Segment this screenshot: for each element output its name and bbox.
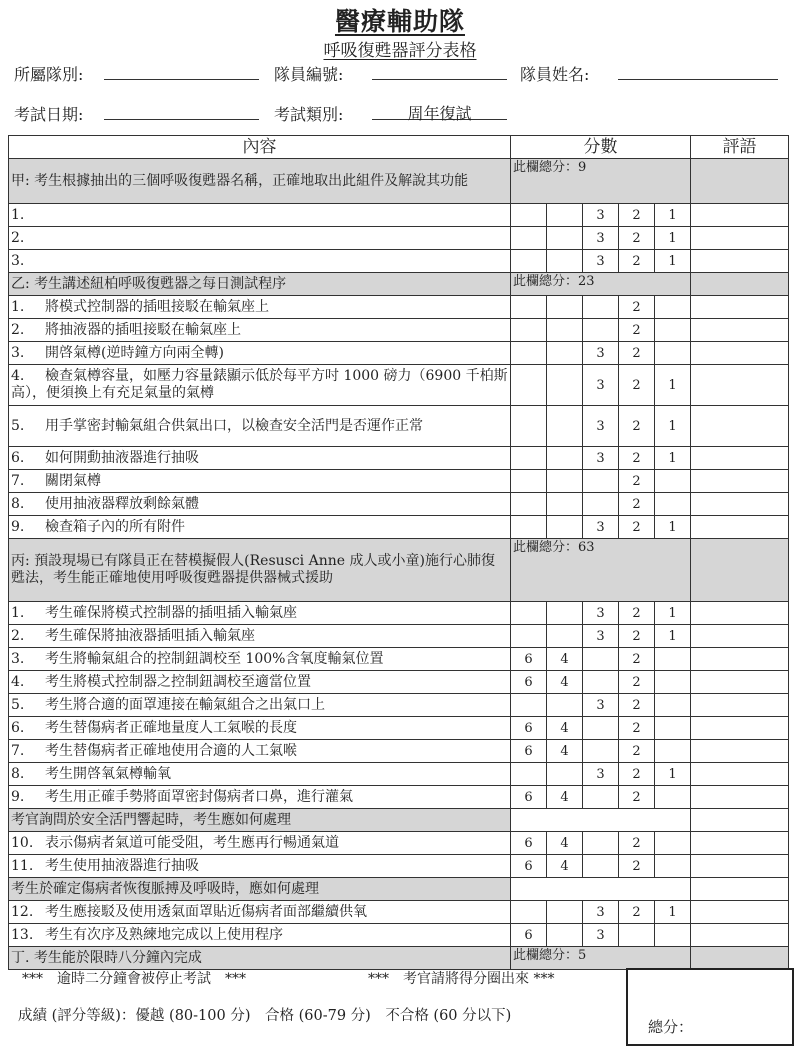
member-id-field[interactable]: [372, 79, 507, 80]
comment-cell[interactable]: [691, 470, 789, 493]
comment-cell[interactable]: [691, 740, 789, 763]
table-row: [9, 493, 789, 516]
comment-cell[interactable]: [691, 648, 789, 671]
comment-cell[interactable]: [691, 204, 789, 227]
comment-cell[interactable]: [691, 694, 789, 717]
table-row: [9, 365, 789, 406]
member-name-field[interactable]: [618, 79, 778, 80]
criterion-text: 考生確保將模式控制器的插咀插入輸氣座: [45, 604, 297, 621]
examiner-question: 考生於確定傷病者恢復脈搏及呼吸時，應如何處理: [9, 878, 511, 901]
score-cell[interactable]: 2: [619, 250, 655, 273]
score-cell[interactable]: 4: [547, 671, 583, 694]
score-cell[interactable]: 2: [619, 763, 655, 786]
score-cell[interactable]: 2: [619, 406, 655, 447]
criterion-cell: [9, 204, 511, 227]
score-cell[interactable]: [655, 671, 691, 694]
criterion-cell: [9, 671, 511, 694]
score-cell[interactable]: [511, 516, 547, 539]
table-row: [9, 717, 789, 740]
score-cell[interactable]: [511, 406, 547, 447]
score-cell[interactable]: [583, 470, 619, 493]
exam-type-value: 周年復試: [407, 104, 472, 123]
score-cell[interactable]: [655, 694, 691, 717]
score-cell[interactable]: 2: [619, 740, 655, 763]
score-cell[interactable]: 6: [511, 786, 547, 809]
table-row: [9, 855, 789, 878]
criterion-cell: [9, 602, 511, 625]
criterion-text: 將抽液器的插咀接駁在輸氣座上: [45, 321, 241, 338]
comment-cell[interactable]: [691, 947, 789, 970]
criterion-cell: [9, 406, 511, 447]
criterion-text: 使用抽液器釋放剩餘氣體: [45, 495, 199, 512]
item-number: 8.: [11, 765, 25, 782]
score-cell[interactable]: [655, 648, 691, 671]
score-cell[interactable]: [547, 901, 583, 924]
score-cell[interactable]: [511, 365, 547, 406]
score-cell[interactable]: [511, 227, 547, 250]
item-number: 9.: [11, 518, 25, 535]
score-cell[interactable]: 3: [583, 365, 619, 406]
score-cell[interactable]: 1: [655, 763, 691, 786]
comment-cell[interactable]: [691, 227, 789, 250]
criterion-text: 檢查氣樽容量，如壓力容量錶顯示低於每平方吋 1000 磅力（6900 千柏斯高），便須換上有充足氣量的氣樽: [11, 368, 508, 401]
item-number: 2.: [11, 229, 25, 246]
score-cell[interactable]: 6: [511, 855, 547, 878]
score-cell[interactable]: 2: [619, 832, 655, 855]
criterion-cell: [9, 625, 511, 648]
score-cell[interactable]: [547, 204, 583, 227]
exam-type-label: 考試類別:: [274, 105, 344, 124]
score-cell[interactable]: 4: [547, 832, 583, 855]
comment-cell[interactable]: [691, 516, 789, 539]
score-cell[interactable]: [547, 447, 583, 470]
score-cell[interactable]: 1: [655, 406, 691, 447]
comment-cell[interactable]: [691, 625, 789, 648]
table-row: [9, 470, 789, 493]
score-cell[interactable]: [655, 493, 691, 516]
criterion-text: 考生應接駁及使用透氣面罩貼近傷病者面部繼續供氧: [45, 903, 367, 920]
criterion-text: 關閉氣樽: [45, 472, 101, 489]
item-number: 11.: [11, 857, 34, 874]
examiner-question-row: [9, 809, 789, 832]
score-cell[interactable]: [655, 855, 691, 878]
criterion-cell: [9, 694, 511, 717]
score-cell[interactable]: [511, 319, 547, 342]
criterion-cell: [9, 342, 511, 365]
unit-field[interactable]: [104, 79, 259, 80]
score-cell[interactable]: 3: [583, 763, 619, 786]
section-total: 此欄總分：9: [511, 159, 691, 204]
criterion-cell: [9, 250, 511, 273]
criterion-cell: [9, 365, 511, 406]
score-cells-blank: [511, 809, 691, 832]
comment-cell[interactable]: [691, 855, 789, 878]
grading-scale: 成績 (評分等級)：優越 (80-100 分) 合格 (60-79 分) 不合格 (60 分以下): [18, 1008, 512, 1024]
item-number: 2.: [11, 627, 25, 644]
score-cell[interactable]: [547, 625, 583, 648]
criterion-cell: [9, 832, 511, 855]
section-total: 此欄總分：5: [511, 947, 691, 970]
score-cell[interactable]: 1: [655, 516, 691, 539]
section-a-header: [9, 159, 789, 204]
comment-cell[interactable]: [691, 273, 789, 296]
score-cell[interactable]: [655, 296, 691, 319]
table-row: [9, 786, 789, 809]
score-cell[interactable]: 2: [619, 901, 655, 924]
circle-score-note: *** 考官請將得分圈出來 ***: [368, 971, 555, 987]
score-cell[interactable]: [655, 470, 691, 493]
criterion-text: 開啓氣樽(逆時鐘方向兩全轉): [45, 344, 224, 361]
score-cell[interactable]: 3: [583, 406, 619, 447]
score-cell[interactable]: 3: [583, 625, 619, 648]
score-cell[interactable]: [583, 786, 619, 809]
score-cell[interactable]: 2: [619, 671, 655, 694]
score-cell[interactable]: 2: [619, 342, 655, 365]
item-number: 1.: [11, 604, 25, 621]
score-cell[interactable]: [547, 227, 583, 250]
score-cell[interactable]: [547, 319, 583, 342]
table-row: [9, 763, 789, 786]
score-cell[interactable]: 2: [619, 493, 655, 516]
score-cell[interactable]: 6: [511, 671, 547, 694]
score-cell[interactable]: 4: [547, 786, 583, 809]
table-header-row: [9, 136, 789, 159]
table-row: [9, 319, 789, 342]
score-cell[interactable]: 3: [583, 516, 619, 539]
score-cell[interactable]: 2: [619, 447, 655, 470]
score-cell[interactable]: [511, 694, 547, 717]
criterion-cell: [9, 516, 511, 539]
examiner-question: 考官詢問於安全活門響起時，考生應如何處理: [9, 809, 511, 832]
score-cell[interactable]: 2: [619, 319, 655, 342]
comment-cell[interactable]: [691, 901, 789, 924]
score-cell[interactable]: 6: [511, 648, 547, 671]
item-number: 6.: [11, 719, 25, 736]
score-cell[interactable]: [511, 625, 547, 648]
item-number: 13.: [11, 926, 34, 943]
score-cell[interactable]: [547, 250, 583, 273]
section-total: 此欄總分：63: [511, 539, 691, 602]
table-row: [9, 250, 789, 273]
score-cell[interactable]: 4: [547, 648, 583, 671]
item-number: 9.: [11, 788, 25, 805]
score-cell[interactable]: [583, 855, 619, 878]
item-number: 12.: [11, 903, 34, 920]
comment-cell[interactable]: [691, 671, 789, 694]
table-row: [9, 406, 789, 447]
score-cell[interactable]: 3: [583, 447, 619, 470]
item-number: 8.: [11, 495, 25, 512]
table-row: [9, 227, 789, 250]
score-cell[interactable]: [583, 717, 619, 740]
table-row: [9, 447, 789, 470]
score-cell[interactable]: 3: [583, 204, 619, 227]
score-cell[interactable]: [547, 763, 583, 786]
comment-cell[interactable]: [691, 342, 789, 365]
score-cell[interactable]: 6: [511, 924, 547, 947]
score-cell[interactable]: [619, 924, 655, 947]
item-number: 6.: [11, 449, 25, 466]
section-c-header: [9, 539, 789, 602]
score-cell[interactable]: [655, 740, 691, 763]
criterion-text: 考生確保將抽液器插咀插入輸氣座: [45, 627, 255, 644]
comment-header: 評語: [691, 136, 789, 159]
table-row: [9, 924, 789, 947]
score-cell[interactable]: [655, 786, 691, 809]
score-cell[interactable]: 2: [619, 516, 655, 539]
comment-cell[interactable]: [691, 878, 789, 901]
criterion-text: 考生開啓氧氣樽輸氧: [45, 765, 171, 782]
score-cell[interactable]: 3: [583, 694, 619, 717]
score-cell[interactable]: [655, 832, 691, 855]
member-id-label: 隊員編號:: [274, 65, 344, 84]
score-cell[interactable]: 2: [619, 717, 655, 740]
criterion-text: 考生用正確手勢將面罩密封傷病者口鼻，進行灌氣: [45, 788, 353, 805]
table-row: [9, 342, 789, 365]
examiner-question-row: [9, 878, 789, 901]
criterion-cell: [9, 763, 511, 786]
criterion-cell: [9, 447, 511, 470]
score-cell[interactable]: [547, 365, 583, 406]
item-number: 2.: [11, 321, 25, 338]
score-cell[interactable]: [511, 901, 547, 924]
score-cell[interactable]: 4: [547, 717, 583, 740]
comment-cell[interactable]: [691, 924, 789, 947]
criterion-text: 表示傷病者氣道可能受阻，考生應再行暢通氣道: [45, 834, 339, 851]
comment-cell[interactable]: [691, 493, 789, 516]
score-cell[interactable]: [547, 470, 583, 493]
item-number: 10.: [11, 834, 34, 851]
section-b-header: [9, 273, 789, 296]
item-number: 3.: [11, 252, 25, 269]
table-row: [9, 832, 789, 855]
score-cell[interactable]: [583, 493, 619, 516]
score-cell[interactable]: 2: [619, 227, 655, 250]
criterion-cell: [9, 901, 511, 924]
score-cell[interactable]: [511, 296, 547, 319]
criterion-text: 考生將合適的面罩連接在輸氣組合之出氣口上: [45, 696, 325, 713]
score-cell[interactable]: 6: [511, 717, 547, 740]
score-cell[interactable]: 2: [619, 296, 655, 319]
comment-cell[interactable]: [691, 602, 789, 625]
score-cell[interactable]: [511, 763, 547, 786]
section-total: 此欄總分：23: [511, 273, 691, 296]
comment-cell[interactable]: [691, 763, 789, 786]
criterion-cell: [9, 924, 511, 947]
unit-label: 所屬隊別:: [14, 65, 84, 84]
criterion-cell: [9, 717, 511, 740]
comment-cell[interactable]: [691, 250, 789, 273]
content-header: 內容: [9, 136, 511, 159]
criterion-cell: [9, 740, 511, 763]
score-cell[interactable]: [547, 493, 583, 516]
score-cell[interactable]: 1: [655, 204, 691, 227]
score-cell[interactable]: 3: [583, 602, 619, 625]
score-cell[interactable]: [511, 204, 547, 227]
score-cell[interactable]: [655, 319, 691, 342]
section-d-header: [9, 947, 789, 970]
criterion-text: 考生將模式控制器之控制鈕調校至適當位置: [45, 673, 311, 690]
score-cell[interactable]: [655, 717, 691, 740]
score-cell[interactable]: 2: [619, 694, 655, 717]
table-row: [9, 204, 789, 227]
item-number: 5.: [11, 696, 25, 713]
score-cell[interactable]: 1: [655, 250, 691, 273]
score-cell[interactable]: 3: [583, 924, 619, 947]
criterion-text: 考生替傷病者正確地量度人工氣喉的長度: [45, 719, 297, 736]
score-cell[interactable]: 2: [619, 602, 655, 625]
item-number: 3.: [11, 650, 25, 667]
score-cell[interactable]: [583, 296, 619, 319]
scoring-table: [8, 135, 789, 970]
criterion-text: 考生使用抽液器進行抽吸: [45, 857, 199, 874]
comment-cell[interactable]: [691, 809, 789, 832]
exam-date-label: 考試日期:: [14, 105, 84, 124]
item-number: 4.: [11, 368, 25, 384]
criterion-text: 檢查箱子內的所有附件: [45, 518, 185, 535]
total-score-box[interactable]: [626, 968, 794, 1046]
comment-cell[interactable]: [691, 786, 789, 809]
score-cell[interactable]: 3: [583, 227, 619, 250]
score-cell[interactable]: 2: [619, 625, 655, 648]
score-cell[interactable]: [583, 671, 619, 694]
total-score-label: 總分：: [648, 1018, 694, 1036]
score-cell[interactable]: [583, 319, 619, 342]
table-row: [9, 602, 789, 625]
score-cell[interactable]: 2: [619, 786, 655, 809]
score-cell[interactable]: 1: [655, 901, 691, 924]
criterion-cell: [9, 786, 511, 809]
table-row: [9, 901, 789, 924]
score-cell[interactable]: 4: [547, 740, 583, 763]
item-number: 7.: [11, 472, 25, 489]
item-number: 3.: [11, 344, 25, 361]
criterion-cell: [9, 470, 511, 493]
criterion-text: 考生將輸氣組合的控制鈕調校至 100%含氧度輸氣位置: [45, 650, 384, 667]
score-cell[interactable]: 1: [655, 227, 691, 250]
timeout-note: *** 逾時二分鐘會被停止考試 ***: [22, 971, 246, 987]
table-row: [9, 648, 789, 671]
score-cell[interactable]: [583, 740, 619, 763]
score-cell[interactable]: 1: [655, 447, 691, 470]
criterion-cell: [9, 855, 511, 878]
score-cell[interactable]: [511, 602, 547, 625]
item-number: 4.: [11, 673, 25, 690]
score-cell[interactable]: 1: [655, 602, 691, 625]
comment-cell[interactable]: [691, 447, 789, 470]
score-cell[interactable]: [511, 250, 547, 273]
exam-date-field[interactable]: [104, 119, 259, 120]
comment-cell[interactable]: [691, 365, 789, 406]
criterion-text: 將模式控制器的插咀接駁在輸氣座上: [45, 298, 269, 315]
score-cell[interactable]: [583, 832, 619, 855]
section-title: 乙: 考生講述紐柏呼吸復甦器之每日測試程序: [9, 273, 511, 296]
item-number: 5.: [11, 417, 25, 434]
score-cell[interactable]: 2: [619, 204, 655, 227]
comment-cell[interactable]: [691, 832, 789, 855]
score-header: 分數: [511, 136, 691, 159]
score-cell[interactable]: [511, 493, 547, 516]
score-cell[interactable]: [547, 406, 583, 447]
score-cells-blank: [511, 878, 691, 901]
comment-cell[interactable]: [691, 319, 789, 342]
table-row: [9, 516, 789, 539]
score-cell[interactable]: 2: [619, 365, 655, 406]
table-row: [9, 740, 789, 763]
score-cell[interactable]: [547, 516, 583, 539]
score-cell[interactable]: [547, 342, 583, 365]
table-row: [9, 296, 789, 319]
table-row: [9, 694, 789, 717]
score-cell[interactable]: [511, 447, 547, 470]
score-cell[interactable]: [547, 602, 583, 625]
score-cell[interactable]: 3: [583, 250, 619, 273]
table-row: [9, 625, 789, 648]
comment-cell[interactable]: [691, 539, 789, 602]
comment-cell[interactable]: [691, 717, 789, 740]
item-number: 7.: [11, 742, 25, 759]
score-cell[interactable]: [511, 470, 547, 493]
form-title: 醫療輔助隊: [334, 7, 465, 36]
score-cell[interactable]: 6: [511, 740, 547, 763]
criterion-cell: [9, 227, 511, 250]
score-cell[interactable]: [655, 342, 691, 365]
criterion-text: 如何開動抽液器進行抽吸: [45, 449, 199, 466]
criterion-cell: [9, 319, 511, 342]
criterion-text: 考生替傷病者正確地使用合適的人工氣喉: [45, 742, 297, 759]
score-cell[interactable]: [547, 924, 583, 947]
criterion-cell: [9, 296, 511, 319]
member-name-label: 隊員姓名:: [520, 65, 590, 84]
criterion-cell: [9, 648, 511, 671]
item-number: 1.: [11, 298, 25, 315]
comment-cell[interactable]: [691, 406, 789, 447]
score-cell[interactable]: [511, 342, 547, 365]
score-cell[interactable]: 1: [655, 625, 691, 648]
score-cell[interactable]: 2: [619, 855, 655, 878]
criterion-text: 考生有次序及熟練地完成以上使用程序: [45, 926, 283, 943]
criterion-text: 用手掌密封輸氣組合供氣出口，以檢查安全活門是否運作正常: [45, 417, 423, 434]
score-cell[interactable]: [655, 924, 691, 947]
comment-cell[interactable]: [691, 159, 789, 204]
score-cell[interactable]: 3: [583, 342, 619, 365]
table-row: [9, 671, 789, 694]
score-cell[interactable]: 3: [583, 901, 619, 924]
score-cell[interactable]: 2: [619, 470, 655, 493]
section-title: 甲: 考生根據抽出的三個呼吸復甦器名稱，正確地取出此組件及解說其功能: [9, 159, 511, 204]
score-cell[interactable]: 1: [655, 365, 691, 406]
criterion-cell: [9, 493, 511, 516]
section-title: 丙: 預設現場已有隊員正在替模擬假人(Resusci Anne 成人或小童)施行心肺復甦法，考生能正確地使用呼吸復甦器提供器械式援助: [9, 539, 511, 602]
score-cell[interactable]: 4: [547, 855, 583, 878]
form-subtitle: 呼吸復甦器評分表格: [323, 41, 477, 61]
section-title: 丁. 考生能於限時八分鐘內完成: [9, 947, 511, 970]
comment-cell[interactable]: [691, 296, 789, 319]
score-cell[interactable]: [583, 648, 619, 671]
score-cell[interactable]: 2: [619, 648, 655, 671]
score-cell[interactable]: [547, 694, 583, 717]
item-number: 1.: [11, 206, 25, 223]
score-cell[interactable]: 6: [511, 832, 547, 855]
score-cell[interactable]: [547, 296, 583, 319]
